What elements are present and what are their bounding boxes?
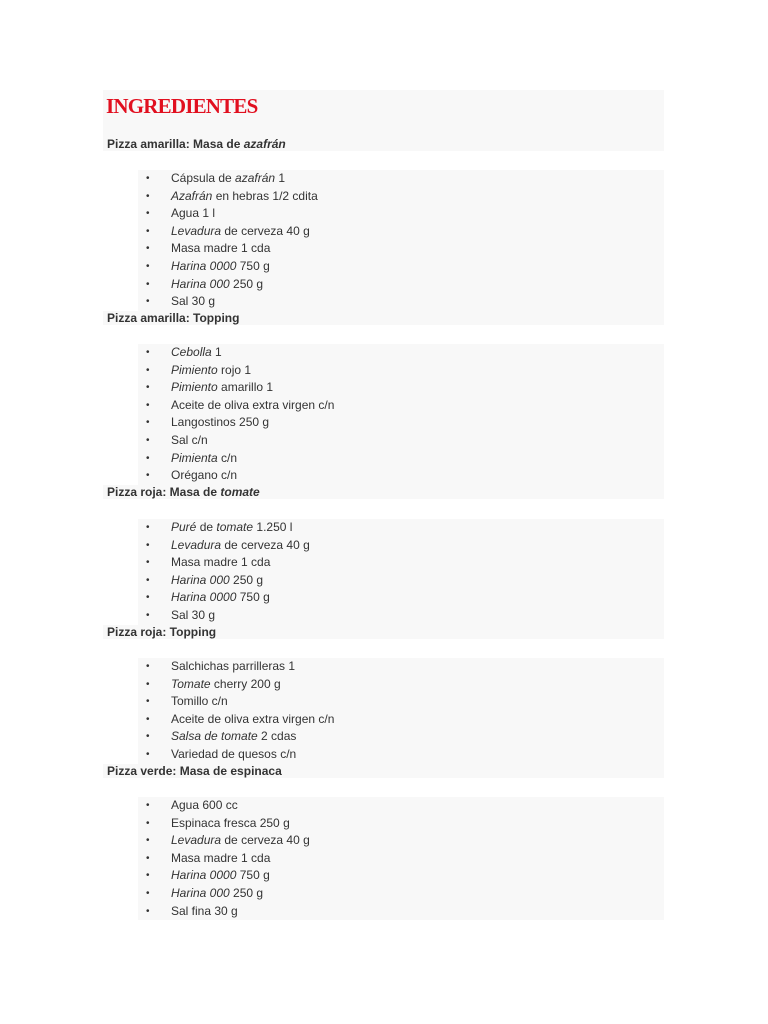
list-item — [138, 885, 664, 903]
list-item — [138, 746, 664, 764]
list-item — [138, 397, 664, 415]
list-item — [138, 711, 664, 729]
section-heading — [103, 485, 664, 499]
ingredient-text — [171, 867, 270, 885]
text-run: Agua 1 l — [171, 206, 216, 221]
italic-text: azafrán — [235, 171, 276, 185]
italic-text: Salsa de tomate — [171, 729, 258, 744]
ingredient-text — [171, 658, 295, 676]
bullet-icon: • — [146, 347, 150, 358]
text-run: Pizza amarilla: Masa de — [107, 137, 244, 151]
text-run: 250 g — [229, 885, 264, 900]
italic-text: Puré — [171, 520, 197, 534]
italic-text: Levadura — [171, 537, 222, 552]
list-item — [138, 293, 664, 311]
bullet-icon: • — [146, 278, 150, 290]
italic-text: tomate — [220, 485, 260, 499]
list-item — [138, 170, 664, 188]
bullet-icon: • — [146, 452, 150, 464]
text-run: Orégano c/n — [171, 468, 238, 483]
ingredient-list-block — [138, 170, 664, 311]
ingredient-list — [138, 344, 664, 485]
text-run: 1 — [275, 171, 286, 185]
bullet-icon: • — [146, 835, 150, 847]
text-run: de cerveza 40 g — [221, 833, 310, 848]
text-run: Aceite de oliva extra virgen c/n — [171, 397, 335, 412]
list-item — [138, 797, 664, 815]
bullet-icon: • — [146, 243, 150, 255]
ingredient-list — [138, 519, 664, 625]
text-run: 750 g — [236, 868, 270, 883]
italic-text: Harina 000 — [171, 572, 230, 587]
italic-text: Pimiento — [171, 362, 218, 377]
section-heading — [103, 764, 664, 778]
bullet-icon: • — [146, 225, 150, 237]
section-heading — [103, 625, 664, 639]
text-run: Salchichas parrilleras 1 — [171, 659, 296, 673]
list-item — [138, 467, 664, 485]
ingredient-text — [171, 903, 238, 921]
page-title: INGREDIENTES — [106, 94, 258, 118]
ingredient-text — [171, 728, 296, 746]
list-item — [138, 379, 664, 397]
text-run: Espinaca fresca 250 g — [171, 815, 290, 830]
text-run: Masa madre 1 cda — [171, 555, 271, 570]
list-item — [138, 554, 664, 572]
italic-text: Harina 000 — [171, 276, 230, 291]
text-run: Sal 30 g — [171, 294, 216, 309]
text-run: 2 cdas — [257, 729, 297, 744]
list-item — [138, 676, 664, 694]
italic-text: tomate — [216, 520, 254, 534]
italic-text: Pimiento — [171, 380, 218, 395]
ingredient-text — [171, 850, 270, 868]
list-item — [138, 832, 664, 850]
ingredient-text — [171, 414, 269, 432]
italic-text: Cebolla — [171, 345, 212, 359]
ingredient-text — [171, 188, 318, 206]
ingredient-text — [171, 450, 237, 468]
list-item — [138, 344, 664, 362]
ingredient-text — [171, 170, 285, 188]
list-item — [138, 258, 664, 276]
ingredient-text — [171, 554, 270, 572]
bullet-icon: • — [146, 173, 150, 184]
list-item — [138, 572, 664, 590]
bullet-icon: • — [146, 817, 150, 829]
text-run: Masa madre 1 cda — [171, 241, 271, 256]
list-item — [138, 867, 664, 885]
ingredient-text — [171, 693, 228, 711]
text-run: Agua 600 cc — [171, 798, 238, 812]
bullet-icon: • — [146, 661, 150, 672]
text-run: Tomillo c/n — [171, 694, 228, 709]
bullet-icon: • — [146, 364, 150, 376]
ingredient-list — [138, 797, 664, 920]
ingredient-text — [171, 258, 270, 276]
bullet-icon: • — [146, 870, 150, 882]
section-heading — [103, 137, 664, 151]
text-run: Cápsula de — [171, 171, 236, 185]
bullet-icon: • — [146, 748, 150, 760]
bullet-icon: • — [146, 905, 150, 917]
bullet-icon: • — [146, 190, 150, 202]
text-run: Pizza amarilla: Topping — [107, 311, 240, 325]
text-run: 1 — [211, 345, 222, 359]
bullet-icon: • — [146, 208, 150, 220]
italic-text: azafrán — [243, 137, 286, 151]
text-run: de cerveza 40 g — [221, 223, 310, 238]
bullet-icon: • — [146, 382, 150, 394]
ingredient-text — [171, 397, 334, 415]
text-run: Sal 30 g — [171, 607, 216, 622]
text-run: de cerveza 40 g — [221, 537, 310, 552]
bullet-icon: • — [146, 609, 150, 621]
text-run: en hebras 1/2 cdita — [212, 188, 318, 203]
text-run: Sal fina 30 g — [171, 903, 238, 918]
section-heading — [103, 311, 664, 325]
text-run: de — [196, 520, 217, 534]
bullet-icon: • — [146, 417, 150, 429]
ingredient-text — [171, 711, 334, 729]
text-run: Langostinos 250 g — [171, 415, 270, 430]
bullet-icon: • — [146, 887, 150, 899]
bullet-icon: • — [146, 713, 150, 725]
list-item — [138, 607, 664, 625]
bullet-icon: • — [146, 399, 150, 411]
text-run: Pizza roja: Masa de — [107, 485, 221, 499]
list-item — [138, 188, 664, 206]
ingredient-text — [171, 572, 263, 590]
ingredient-text — [171, 537, 310, 555]
ingredient-text — [171, 276, 263, 294]
list-item — [138, 589, 664, 607]
text-run: rojo 1 — [217, 362, 252, 377]
bullet-icon: • — [146, 800, 150, 811]
list-item — [138, 815, 664, 833]
ingredient-text — [171, 467, 237, 485]
ingredient-text — [171, 832, 310, 850]
text-run: amarillo 1 — [217, 380, 274, 395]
text-run: 1.250 l — [253, 520, 293, 534]
list-item — [138, 850, 664, 868]
ingredient-text — [171, 240, 270, 258]
ingredient-text — [171, 293, 215, 311]
list-item — [138, 414, 664, 432]
text-run: Sal c/n — [171, 432, 208, 447]
bullet-icon: • — [146, 574, 150, 586]
text-run: Masa madre 1 cda — [171, 850, 271, 865]
ingredient-text — [171, 362, 251, 380]
text-run: cherry 200 g — [210, 676, 281, 691]
bullet-icon: • — [146, 696, 150, 708]
ingredient-text — [171, 205, 215, 223]
list-item — [138, 537, 664, 555]
ingredient-text — [171, 607, 215, 625]
italic-text: Levadura — [171, 223, 222, 238]
bullet-icon: • — [146, 731, 150, 743]
bullet-icon: • — [146, 678, 150, 690]
italic-text: Pimienta — [171, 450, 218, 465]
ingredient-list-block — [138, 658, 664, 764]
ingredient-text — [171, 815, 290, 833]
ingredient-text — [171, 432, 208, 450]
list-item — [138, 693, 664, 711]
list-item — [138, 205, 664, 223]
ingredient-list-block — [138, 797, 664, 920]
ingredient-text — [171, 519, 292, 537]
text-run: c/n — [217, 450, 238, 465]
list-item — [138, 450, 664, 468]
list-item — [138, 432, 664, 450]
ingredient-text — [171, 223, 310, 241]
italic-text: Azafrán — [171, 188, 213, 203]
list-item — [138, 519, 664, 537]
ingredient-list — [138, 658, 664, 764]
bullet-icon: • — [146, 470, 150, 482]
ingredient-text — [171, 676, 281, 694]
bullet-icon: • — [146, 852, 150, 864]
italic-text: Tomate — [171, 676, 211, 691]
italic-text: Harina 0000 — [171, 590, 237, 605]
text-run: Variedad de quesos c/n — [171, 746, 297, 761]
ingredient-list — [138, 170, 664, 311]
list-item — [138, 362, 664, 380]
ingredient-text — [171, 797, 238, 815]
list-item — [138, 728, 664, 746]
bullet-icon: • — [146, 592, 150, 604]
bullet-icon: • — [146, 434, 150, 446]
ingredient-text — [171, 589, 270, 607]
bullet-icon: • — [146, 522, 150, 533]
text-run: Pizza verde: Masa de espinaca — [107, 764, 282, 778]
bullet-icon: • — [146, 539, 150, 551]
bullet-icon: • — [146, 557, 150, 569]
text-run: 250 g — [229, 276, 264, 291]
text-run: Pizza roja: Topping — [107, 625, 217, 639]
text-run: 750 g — [236, 590, 270, 605]
italic-text: Harina 0000 — [171, 258, 237, 273]
ingredient-text — [171, 344, 222, 362]
ingredient-text — [171, 746, 296, 764]
italic-text: Harina 000 — [171, 885, 230, 900]
list-item — [138, 240, 664, 258]
text-run: 750 g — [236, 258, 270, 273]
list-item — [138, 903, 664, 921]
text-run: 250 g — [229, 572, 264, 587]
ingredient-list-block — [138, 344, 664, 485]
list-item — [138, 223, 664, 241]
bullet-icon: • — [146, 296, 150, 308]
ingredient-text — [171, 379, 273, 397]
list-item — [138, 276, 664, 294]
italic-text: Levadura — [171, 833, 222, 848]
list-item — [138, 658, 664, 676]
ingredient-text — [171, 885, 263, 903]
ingredient-list-block — [138, 519, 664, 625]
bullet-icon: • — [146, 260, 150, 272]
italic-text: Harina 0000 — [171, 868, 237, 883]
text-run: Aceite de oliva extra virgen c/n — [171, 711, 335, 726]
